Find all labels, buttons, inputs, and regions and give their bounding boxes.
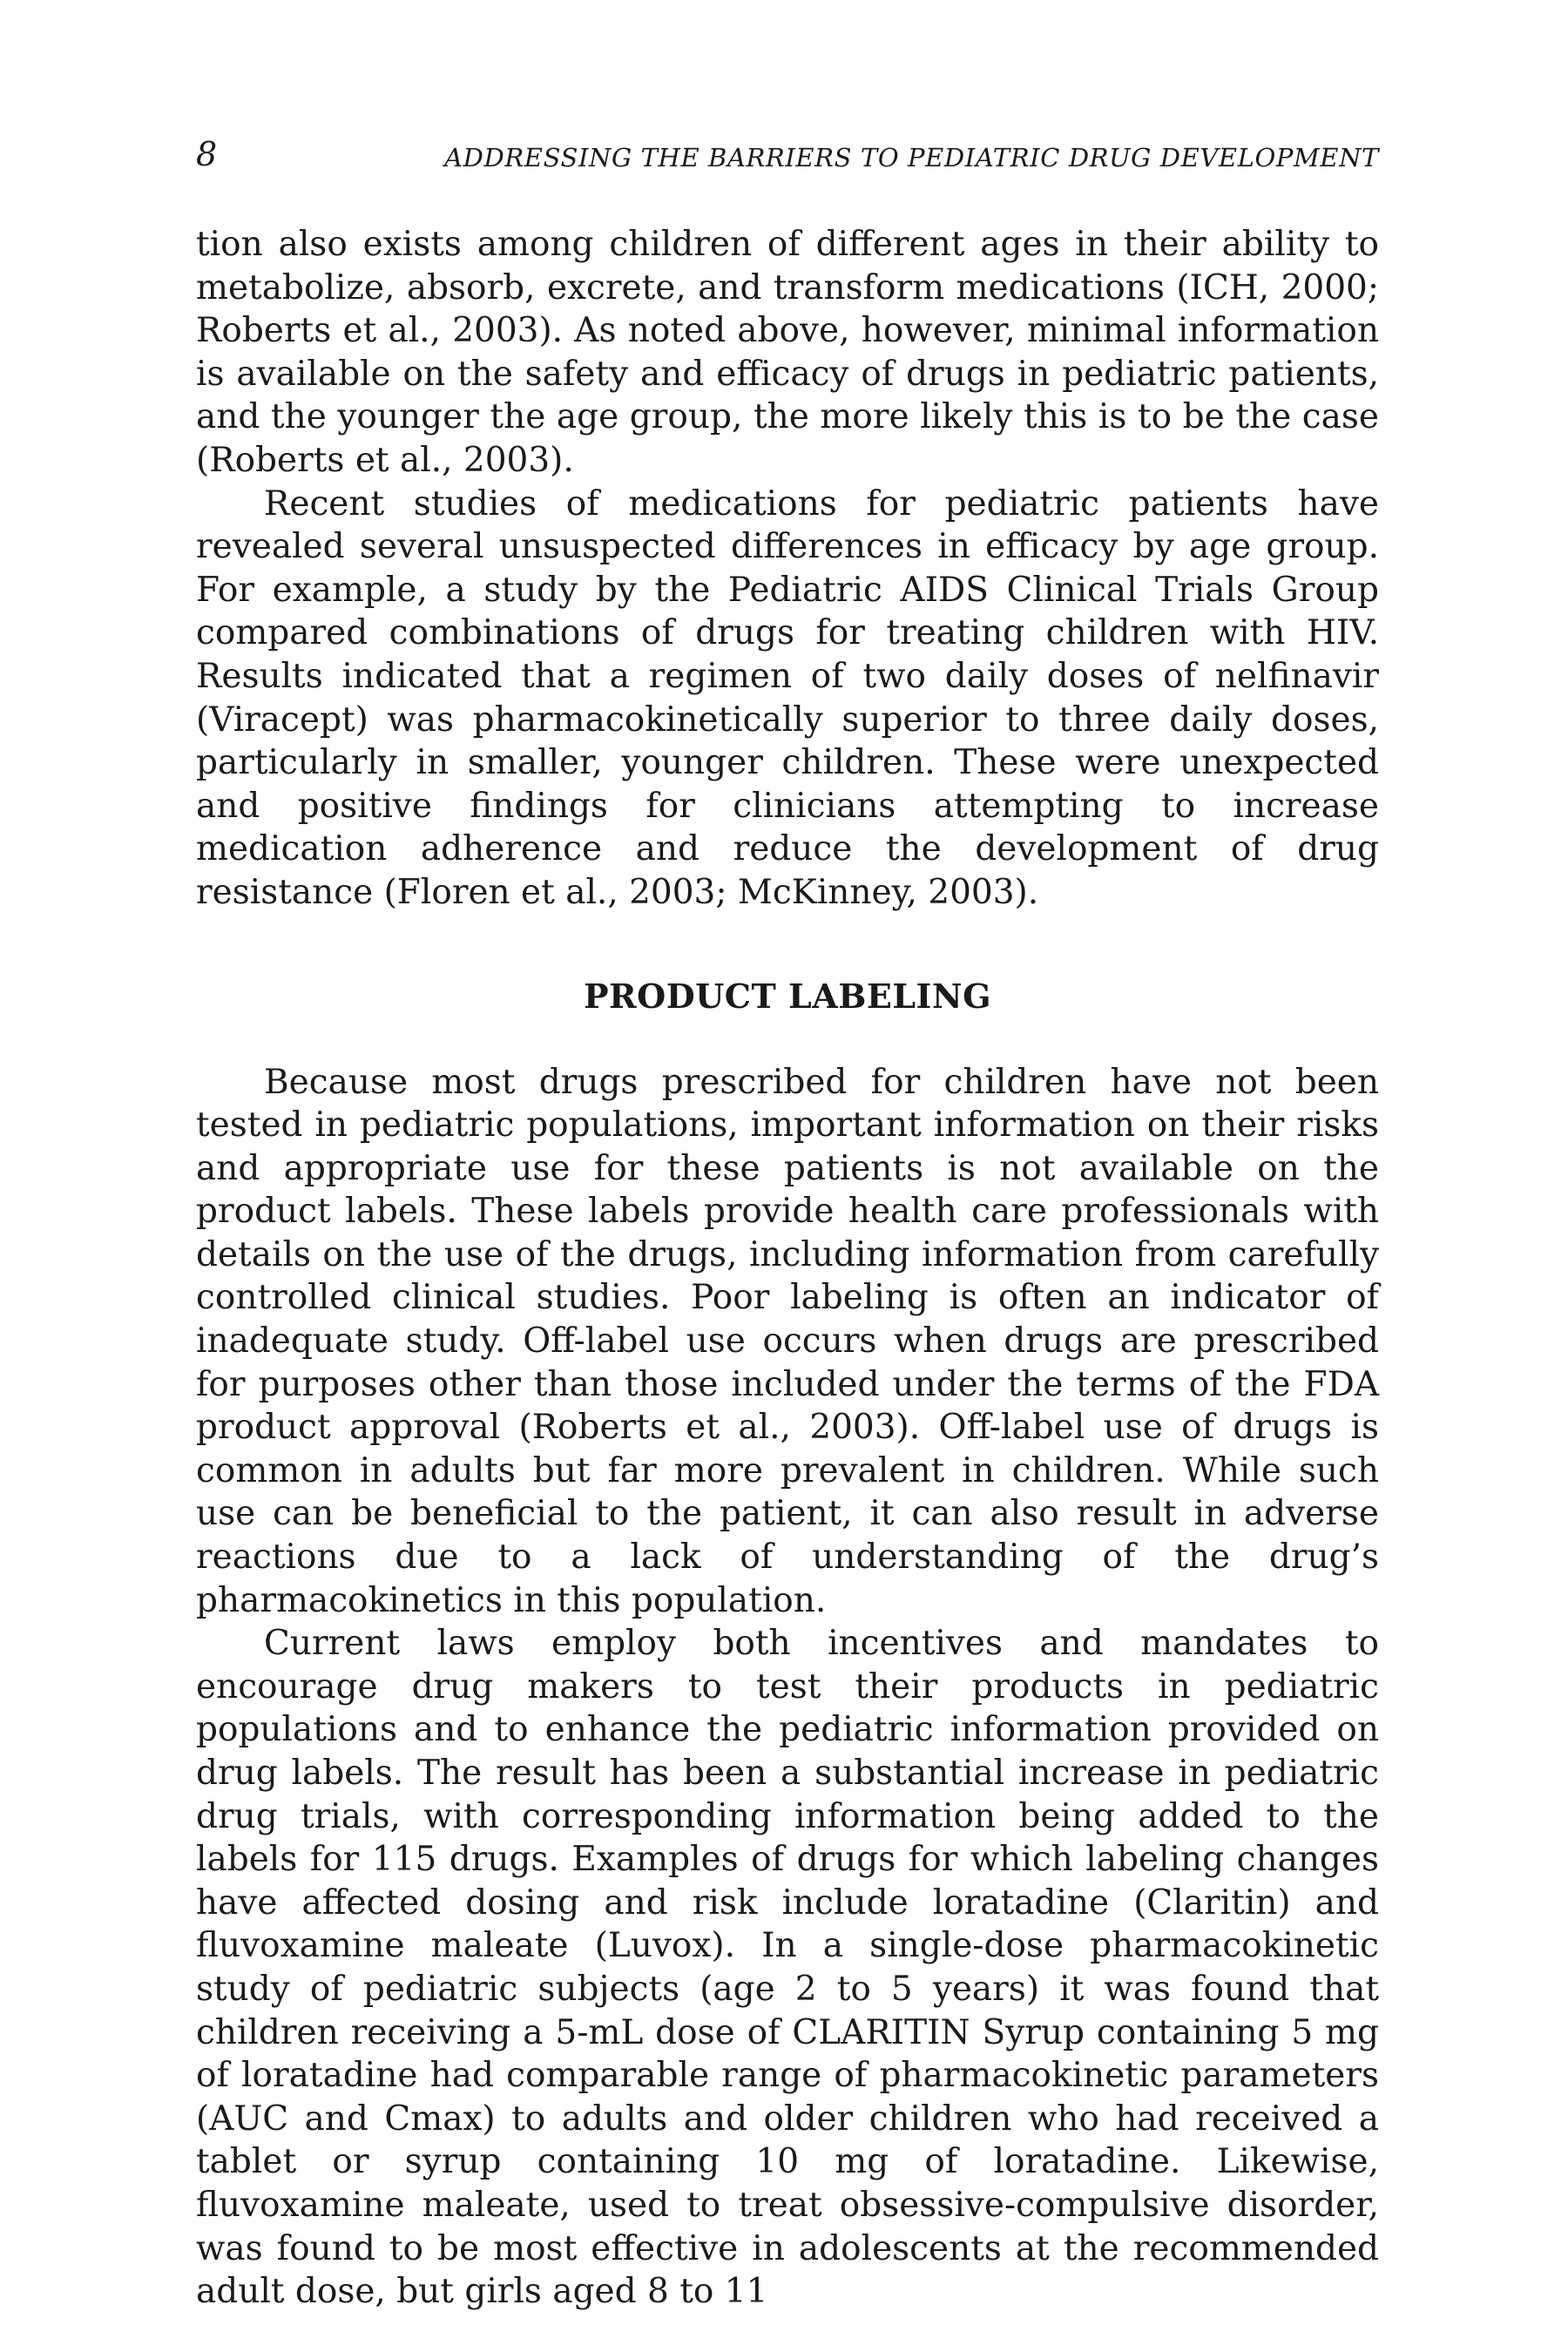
paragraph-product-labels: Because most drugs prescribed for children have not been tested in pediatric populations, important information on their risks and appropriate use for these patients is not available on the product labels. These labels provide health care professionals with details on the use of the drugs, including information from carefully controlled clinical studies. Poor labeling is often an indicator of inadequate study. Off-label use occurs when drugs are prescribed for purposes other than those included under the terms of the FDA product approval (Roberts et al., 2003). Off-label use of drugs is common in adults but far more prevalent in children. While such use can be beneficial to the patient, it can also result in adverse reactions due to a lack of understanding of the drug’s pharmacokinetics in this population.: [196, 1062, 1379, 1620]
page-body: [196, 223, 1379, 2314]
running-header: [196, 132, 1379, 185]
paragraph-continued: tion also exists among children of different ages in their ability to metabolize, absorb, excrete, and transform medications (ICH, 2000; Roberts et al., 2003). As noted above, however, minimal information is available on the safety and efficacy of drugs in pediatric patients, and the younger the age group, the more likely this is to be the case (Roberts et al., 2003).: [196, 225, 1379, 480]
section-heading: PRODUCT LABELING: [583, 976, 992, 1016]
paragraph-efficacy-studies: Recent studies of medications for pediatric patients have revealed several unsuspected differences in efficacy by age group. For example, a study by the Pediatric AIDS Clinical Trials Group compared combinations of drugs for treating children with HIV. Results indicated that a regimen of two daily doses of nelfinavir (Viracept) was pharmacokinetically superior to three daily doses, particularly in smaller, younger children. These were unexpected and positive findings for clinicians attempting to increase medication adherence and reduce the development of drug resistance (Floren et al., 2003; McKinney, 2003).: [196, 483, 1379, 912]
page-number: 8: [196, 135, 218, 173]
paragraph-current-laws: Current laws employ both incentives and mandates to encourage drug makers to test their products in pediatric populations and to enhance the pediatric information provided on drug labels. The result has been a substantial increase in pediatric drug trials, with corresponding information being added to the labels for 115 drugs. Examples of drugs for which labeling changes have affected dosing and risk include loratadine (Claritin) and fluvoxamine maleate (Luvox). In a single-dose pharmacokinetic study of pediatric subjects (age 2 to 5 years) it was found that children receiving a 5-mL dose of CLARITIN Syrup containing 5 mg of loratadine had comparable range of pharmacokinetic parameters (AUC and Cmax) to adults and older children who had received a tablet or syrup containing 10 mg of loratadine. Likewise, fluvoxamine maleate, used to treat obsessive-compulsive disorder, was found to be most effective in adolescents at the recommended adult dose, but girls aged 8 to 11: [196, 1624, 1379, 2312]
running-title: ADDRESSING THE BARRIERS TO PEDIATRIC DRUG DEVELOPMENT: [444, 143, 1379, 172]
